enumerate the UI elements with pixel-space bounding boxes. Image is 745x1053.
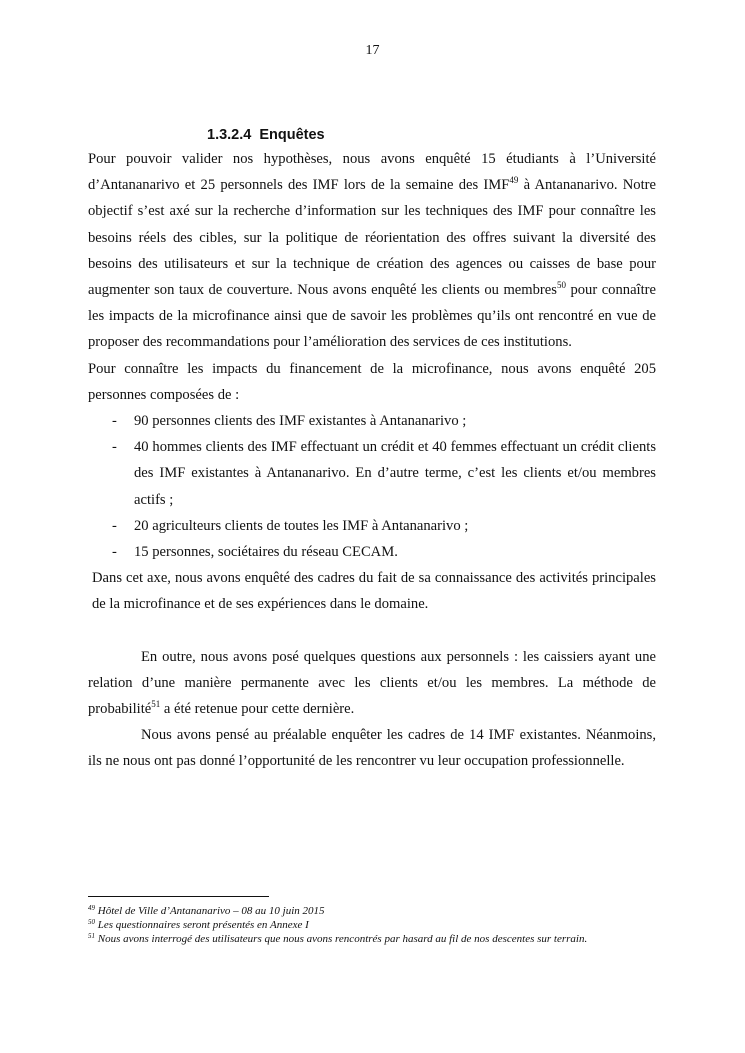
paragraph-text: a été retenue pour cette dernière. <box>160 701 355 718</box>
section-heading <box>207 127 325 143</box>
footnote-51 <box>88 932 656 946</box>
paragraph-text: En outre, nous avons posé quelques questions aux personnels : les caissiers ayant une relation d’une manière permanente avec les clients et/ou les membres. La méthode de probabilité <box>88 648 656 718</box>
list-item-text: 40 hommes clients des IMF effectuant un crédit et 40 femmes effectuant un crédit clients des IMF existantes à Antananarivo. En d’autre terme, c’est les clients et/ou membres actifs ; <box>134 439 656 508</box>
footnotes <box>88 904 656 947</box>
paragraph-personnels <box>88 644 656 723</box>
footnote-number: 51 <box>88 932 95 941</box>
list-item-text: 20 agriculteurs clients de toutes les IMF à Antananarivo ; <box>134 517 469 534</box>
footnote-49 <box>88 904 656 918</box>
page-number: 17 <box>365 43 380 58</box>
bullet-dash: - <box>112 544 117 561</box>
list-item-text: 15 personnes, sociétaires du réseau CECAM. <box>134 544 398 561</box>
paragraph-text: Pour pouvoir valider nos hypothèses, nous avons enquêté 15 étudiants à l’Université d’Antananarivo et 25 personnels des IMF lors de la semaine des IMF <box>88 151 656 194</box>
list-item <box>88 513 656 539</box>
paragraph-text: pour connaître les impacts de la microfinance ainsi que de savoir les problèmes qu’ils ont rencontré en vue de proposer des recommandations pour l’amélioration des services de ces institutions. <box>88 282 656 351</box>
footnote-50 <box>88 918 656 932</box>
list-item-text: 90 personnes clients des IMF existantes à Antananarivo ; <box>134 413 467 430</box>
footnote-ref-51: 51 <box>151 699 161 710</box>
sample-list <box>88 408 656 565</box>
section-title: Enquêtes <box>259 127 325 143</box>
footnote-number: 50 <box>88 918 95 927</box>
list-item <box>88 434 656 513</box>
footnote-text: Hôtel de Ville d’Antananarivo – 08 au 10 juin 2015 <box>95 905 325 917</box>
section-number: 1.3.2.4 <box>207 127 252 143</box>
footnote-separator <box>88 896 269 897</box>
footnote-number: 49 <box>88 904 95 912</box>
list-item <box>88 408 656 434</box>
paragraph-objectives <box>88 146 656 356</box>
paragraph-text: à Antananarivo. Notre objectif s’est axé sur la recherche d’information sur les techniques des IMF pour connaître les besoins réels des cibles, sur la politique de réorientation des offres suivant la diversité des besoins des utilisateurs et sur la technique de création des agences ou caisses de base pour augmenter son taux de couverture. Nous avons enquêté les clients ou membres <box>88 177 656 299</box>
bullet-dash: - <box>112 439 117 456</box>
footnote-text: Les questionnaires seront présentés en Annexe I <box>95 919 309 932</box>
paragraph-cadres-imf: Nous avons pensé au préalable enquêter les cadres de 14 IMF existantes. Néanmoins, ils ne nous ont pas donné l’opportunité de les rencontrer vu leur occupation professionnelle. <box>88 727 656 770</box>
paragraph-sample: Pour connaître les impacts du financement de la microfinance, nous avons enquêté 205 personnes composées de : <box>88 360 656 403</box>
footnote-text: Nous avons interrogé des utilisateurs que nous avons rencontrés par hasard au fil de nos descentes sur terrain. <box>95 933 588 946</box>
body-text <box>88 146 656 775</box>
footnote-ref-50: 50 <box>556 280 566 291</box>
bullet-dash: - <box>112 517 117 534</box>
list-item <box>88 539 656 565</box>
paragraph-gap <box>88 618 656 644</box>
footnote-ref-49: 49 <box>509 175 519 186</box>
bullet-dash: - <box>112 413 117 430</box>
paragraph-cadres: Dans cet axe, nous avons enquêté des cadres du fait de sa connaissance des activités principales de la microfinance et de ses expériences dans le domaine. <box>92 570 656 613</box>
